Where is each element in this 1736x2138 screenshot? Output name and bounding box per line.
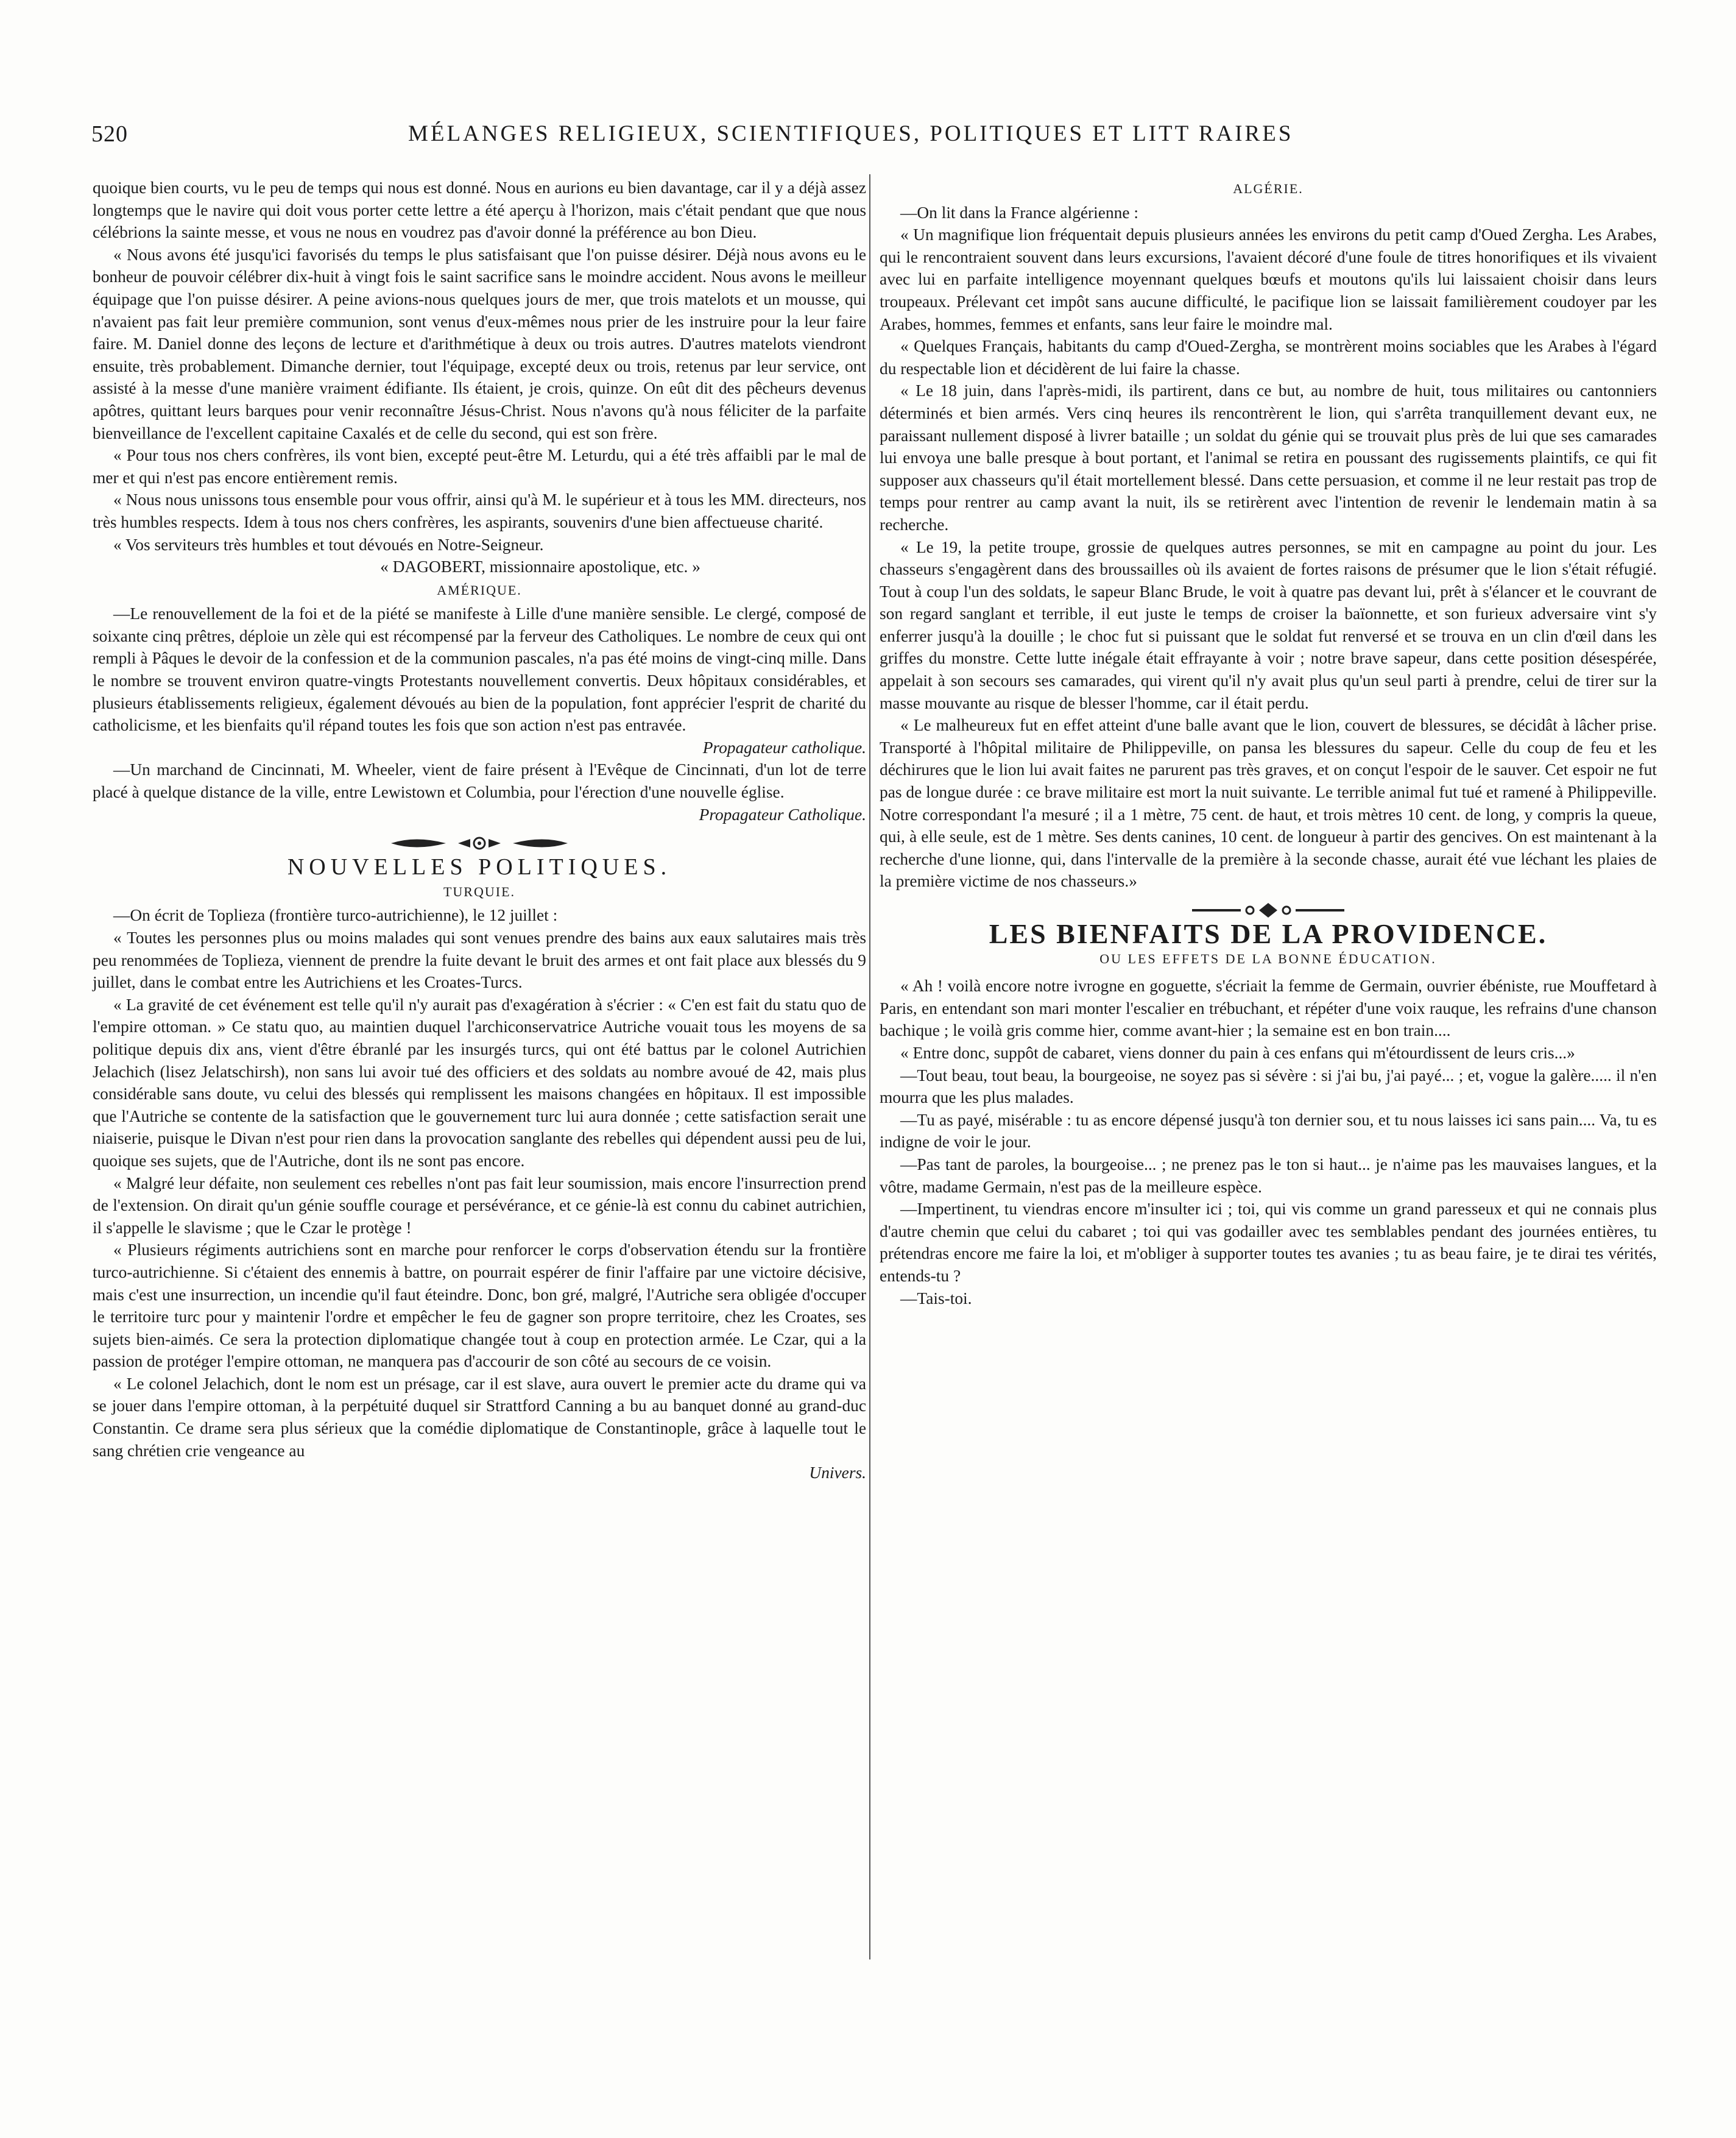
feature-title: LES BIENFAITS DE LA PROVIDENCE.	[989, 918, 1548, 949]
feature-paragraph: —Pas tant de paroles, la bourgeoise... ; ne prenez pas le ton si haut... je n'aime pas les mauvaises langues, et la vôtre, madame Germain, n'est pas de la meilleure espèce.	[880, 1155, 1657, 1196]
feature-paragraph: —Impertinent, tu viendras encore m'insulter ici ; toi, qui vis comme un grand paresseux et qui ne connais plus d'autre chemin que celui du cabaret ; toi qui vas godailler avec tes semblables pendant des journées entières, tu prétendras encore me faire la loi, et m'obliger à supporter toutes tes avanies ; tu as beau faire, je te dirai tes vérités, entends-tu ?	[880, 1200, 1657, 1285]
source-attribution: Univers.	[809, 1464, 866, 1482]
ornament-divider	[1168, 901, 1369, 919]
feature-paragraph: —Tout beau, tout beau, la bourgeoise, ne soyez pas si sévère : si j'ai bu, j'ai payé... ; et, vogue la galère..... il n'en mourra que les plus malades.	[880, 1066, 1657, 1107]
section-heading-algerie: ALGÉRIE.	[1233, 181, 1304, 196]
page-number: 520	[91, 121, 128, 147]
left-column	[93, 177, 866, 1484]
source-attribution: Propagateur catholique.	[702, 738, 866, 757]
feature-paragraph: « Ah ! voilà encore notre ivrogne en goguette, s'écriait la femme de Germain, ouvrier ébéniste, rue Mouffetard à Paris, en entendant son mari monter l'escalier en trébuchant, et répéter d'une voix rauque, les refrains d'une chanson bachique ; le voilà gris comme hier, comme avant-hier ; la semaine est en bon train....	[880, 977, 1657, 1040]
amerique-paragraph: —Un marchand de Cincinnati, M. Wheeler, vient de faire présent à l'Evêque de Cincinnati, d'un lot de terre placé à quelque distance de la ville, entre Lewistown et Columbia, pour l'érection d'une nouvelle église.	[93, 760, 866, 802]
feature-paragraph: —Tu as payé, misérable : tu as encore dépensé jusqu'à ton dernier sou, et tu nous laisses ici sans pain.... Va, tu es indigne de voir le jour.	[880, 1110, 1657, 1152]
letter-paragraph: quoique bien courts, vu le peu de temps qui nous est donné. Nous en aurions eu bien davantage, car il y a déjà assez longtemps que le navire qui doit vous porter cette lettre a été aperçu à l'horizon, mais c'était pendant que que nous célébrions la sainte messe, et vous ne nous en voudrez pas d'avoir donné la préférence au bon Dieu.	[93, 179, 866, 242]
algerie-paragraph: « Un magnifique lion fréquentait depuis plusieurs années les environs du petit camp d'Oued Zergha. Les Arabes, qui le rencontraient souvent dans leurs excursions, l'avaient décoré d'une foule de titres honorifiques et ils vivaient avec lui en parfaite intelligence moyennant quelques bœufs et moutons qu'ils lui laissaient choisir dans leurs troupeaux. Prélevant cet impôt sans aucune difficulté, le pacifique lion se laissait familièrement coudoyer par les Arabes, hommes, femmes et enfants, sans leur faire le moindre mal.	[880, 225, 1657, 333]
letter-paragraph: « Vos serviteurs très humbles et tout dévoués en Notre-Seigneur.	[113, 535, 544, 554]
turquie-paragraph: « La gravité de cet événement est telle qu'il n'y aurait pas d'exagération à s'écrier : « C'en est fait du statu quo de l'empire ottoman. » Ce statu quo, au maintien duquel l'archiconservatrice Autriche vouait tous les moyens de sa politique depuis dix ans, vient d'être ébranlé par les insurgés turcs, qui ont été battus par le colonel Autrichien Jelachich (lisez Jelatschirsh), non sans lui avoir tué des officiers et des soldats au nombre avoué de 42, mais plus considérable sans doute, vu celui des blessés qui remplissent les maisons changées en hôpitaux. Il est impossible que l'Autriche se contente de la satisfaction que le gouvernement turc lui aura donnée ; cette satisfaction serait une niaiserie, puisque le Divan n'est pour rien dans la provocation sanglante des rebelles qui dépendent aussi peu de lui, quoique ses sujets, que de l'Autriche, dont ils ne sont pas encore.	[93, 995, 866, 1170]
letter-paragraph: « Pour tous nos chers confrères, ils vont bien, excepté peut-être M. Leturdu, qui a été très affaibli par le mal de mer et qui n'est pas encore entièrement remis.	[93, 446, 866, 487]
feature-paragraph: —Tais-toi.	[900, 1289, 972, 1308]
turquie-paragraph: « Malgré leur défaite, non seulement ces rebelles n'ont pas fait leur soumission, mais encore l'insurrection prend de l'extension. On dirait qu'un génie souffle courage et persévérance, et ce génie-là est connu du cabinet autrichien, il s'appelle le slavisme ; que le Czar le protège !	[93, 1173, 866, 1237]
algerie-paragraph: « Le 18 juin, dans l'après-midi, ils partirent, dans ce but, au nombre de huit, tous militaires ou cantonniers déterminés et bien armés. Vers cinq heures ils rencontrèrent le lion, qui s'arrêta tranquillement devant eux, ne paraissant nullement disposé à livrer bataille ; un soldat du génie qui se trouvait plus près de lui que ses camarades lui envoya une balle presque à bout portant, et l'animal se retira en poussant des rugissements plaintifs, ce qui fit supposer aux chasseurs qu'il était mortellement blessé. Dans cette persuasion, et comme il ne leur restait pas trop de temps pour rentrer au camp avant la nuit, ils se retirèrent avec l'intention de revenir le lendemain matin à sa recherche.	[880, 381, 1657, 534]
column-divider	[869, 174, 870, 1959]
section-heading-amerique: AMÉRIQUE.	[437, 582, 522, 598]
running-title: MÉLANGES RELIGIEUX, SCIENTIFIQUES, POLITIQUES ET LITT RAIRES	[408, 121, 1294, 146]
page-header	[91, 121, 1578, 157]
letter-signature: « DAGOBERT, missionnaire apostolique, etc. »	[380, 558, 700, 576]
news-section-title: NOUVELLES POLITIQUES.	[287, 854, 672, 880]
source-attribution: Propagateur Catholique.	[699, 805, 866, 824]
right-column	[880, 177, 1657, 1309]
ornament-divider	[379, 834, 580, 852]
turquie-paragraph: « Toutes les personnes plus ou moins malades qui sont venues prendre des bains aux eaux salutaires mais très peu renommées de Toplieza, viennent de prendre la fuite devant le bruit des armes et ont fait place aux blessés du 9 juillet, dans le combat entre les Autrichiens et les Croates-Turcs.	[93, 929, 866, 992]
turquie-paragraph: —On écrit de Toplieza (frontière turco-autrichienne), le 12 juillet :	[113, 906, 558, 925]
feature-subtitle: OU LES EFFETS DE LA BONNE ÉDUCATION.	[1099, 950, 1437, 966]
algerie-paragraph: « Le 19, la petite troupe, grossie de quelques autres personnes, se mit en campagne au point du jour. Les chasseurs s'engagèrent dans des broussailles où ils avaient de fortes raisons de présumer que le lion s'était réfugié. Tout à coup l'un des soldats, le sapeur Blanc Brude, le voit à quatre pas devant lui, prêt à s'élancer et le couvrant de son regard sanglant et terrible, il eut juste le temps de croiser la baïonnette, et son furieux adversaire vint s'y enferrer jusqu'à la douille ; le choc fut si puissant que le soldat fut renversé et se trouva en un clin d'œil dans les griffes du monstre. Cette lutte inégale était effrayante à voir ; notre brave sapeur, dans cette position désespérée, appelait à son secours ses camarades, qui virent qu'il n'y avait plus qu'un seul parti à prendre, celui de tirer sur la masse mouvante au risque de blesser l'homme, car il était perdu.	[880, 537, 1657, 712]
letter-paragraph: « Nous avons été jusqu'ici favorisés du temps le plus satisfaisant que l'on puisse désirer. Déjà nous avons eu le bonheur de pouvoir célébrer dix-huit à vingt fois le saint sacrifice sans le moindre accident. Nous avons le meilleur équipage que l'on puisse désirer. A peine avions-nous quelques jours de mer, que trois matelots et un mousse, qui n'avaient pas fait leur première communion, sont venus d'eux-mêmes nous prier de les instruire pour la leur faire faire. M. Daniel donne des leçons de lecture et d'arithmétique à deux ou trois autres. D'autres matelots viendront ensuite, très probablement. Dimanche dernier, tout l'équipage, excepté deux ou trois, retenus par leur service, ont assisté à la messe d'une manière vraiment édifiante. Ils étaient, je crois, quinze. On eût dit des pêcheurs devenus apôtres, quittant leurs barques pour venir reconnaître Jésus-Christ. Nous n'avons qu'à nous féliciter de la parfaite bienveillance de l'excellent capitaine Caxalés et de celle du second, qui est son frère.	[93, 245, 866, 442]
section-heading-turquie: TURQUIE.	[443, 883, 516, 899]
algerie-paragraph: « Le malheureux fut en effet atteint d'une balle avant que le lion, couvert de blessures, se décidât à lâcher prise. Transporté à l'hôpital militaire de Philippeville, on pansa les blessures du sapeur. Celle du coup de feu et les déchirures que le lion lui avait faites ne parurent pas très graves, et on conçut l'espoir de le sauver. Cet espoir ne fut pas de longue durée : ce brave militaire est mort la nuit suivante. Le terrible animal fut tué et ramené à Philippeville. Notre correspondant l'a mesuré ; il a 1 mètre, 75 cent. de haut, et trois mètres 10 cent. de long, y compris la queue, qui, à elle seule, est de 1 mètre. Ses dents canines, 10 cent. de longueur à partir des gencives. On est maintenant à la recherche d'une lionne, qui, dans l'intervalle de la première à la seconde chasse, aurait été vue léchant les plaies de la première victime de nos chasseurs.»	[880, 716, 1657, 891]
turquie-paragraph: « Le colonel Jelachich, dont le nom est un présage, car il est slave, aura ouvert le premier acte du drame qui va se jouer dans l'empire ottoman, à la perpétuité duquel sir Strattford Canning a bu au banquet donné au grand-duc Constantin. Ce drame sera plus sérieux que la comédie diplomatique de Constantinople, grâce à laquelle tout le sang chrétien crie vengeance au	[93, 1374, 866, 1460]
algerie-intro: —On lit dans la France algérienne :	[900, 203, 1138, 222]
letter-paragraph: « Nous nous unissons tous ensemble pour vous offrir, ainsi qu'à M. le supérieur et à tous les MM. directeurs, nos très humbles respects. Idem à tous nos chers confrères, les aspirants, souvenirs d'une bien affectueuse charité.	[93, 490, 866, 531]
feature-paragraph: « Entre donc, suppôt de cabaret, viens donner du pain à ces enfans qui m'étourdissent de leurs cris...»	[900, 1043, 1575, 1062]
turquie-paragraph: « Plusieurs régiments autrichiens sont en marche pour renforcer le corps d'observation étendu sur la frontière turco-autrichienne. Si c'étaient des ennemis à battre, on pourrait espérer de finir l'affaire par une victoire décisive, mais c'est une insurrection, un incendie qu'il faut éteindre. Donc, bon gré, malgré, l'Autriche sera obligée d'occuper le territoire turc pour y maintenir l'ordre et empêcher le feu de gagner son propre territoire, chez les Croates, ses sujets bien-aimés. Ce sera la protection diplomatique changée tout à coup en protection armée. Le Czar, qui a la passion de protéger l'empire ottoman, ne manquera pas d'accourir de son côté au secours de ce voisin.	[93, 1241, 866, 1371]
amerique-paragraph: —Le renouvellement de la foi et de la piété se manifeste à Lille d'une manière sensible. Le clergé, composé de soixante cinq prêtres, déploie un zèle qui est récompensé par la ferveur des Catholiques. Le nombre de ceux qui ont rempli à Pâques le devoir de la confession et de la communion pascales, n'a pas été moins de vingt-cinq mille. Dans le nombre se trouvent environ quatre-vingts Protestants nouvellement convertis. Deux hôpitaux considérables, et plusieurs établissements religieux, également dévoués au bien de la population, font apprécier l'esprit de charité du catholicisme, et les bienfaits qu'il répand toutes les fois que son action n'est pas entravée.	[93, 604, 866, 735]
algerie-paragraph: « Quelques Français, habitants du camp d'Oued-Zergha, se montrèrent moins sociables que les Arabes à l'égard du respectable lion et décidèrent de lui faire la chasse.	[880, 337, 1657, 378]
